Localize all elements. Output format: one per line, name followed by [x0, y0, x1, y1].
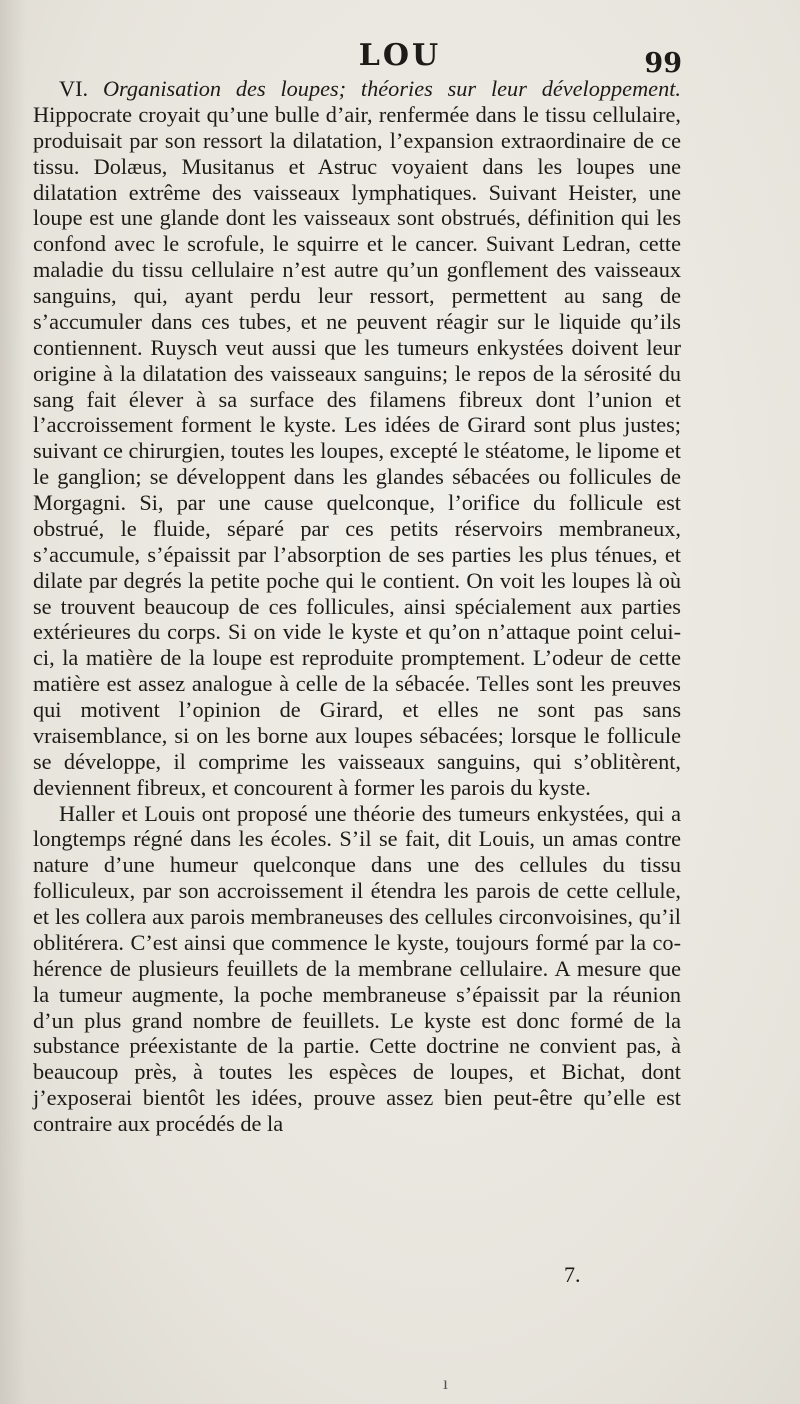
section-number: VI. — [59, 76, 89, 101]
section-title: Organisation des loupes; théories sur leur développement. — [102, 76, 681, 101]
paragraph — [33, 76, 681, 801]
body-text — [33, 76, 681, 1137]
paragraph: Haller et Louis ont proposé une théorie des tumeurs enkystées, qui a longtemps régné dans les écoles. S’il se fait, dit Louis, un amas contre nature d’une humeur quelconque dans une des cellules du tissu folliculeux, par son accroissement il étendra les parois de cette cellule, et les collera aux parois membraneuses des cellules circonvoisines, qu’il oblitérera. C’est ainsi que commence le kyste, toujours formé par la cohérence de plusieurs feuillets de la membrane cellulaire. A mesure que la tumeur augmente, la poche membraneuse s’épaissit par la réunion d’un plus grand nombre de feuillets. Le kyste est donc formé de la substance préexistante de la partie. Cette doctrine ne convient pas, à beaucoup près, à toutes les espèces de loupes, et Bichat, dont j’exposerai bientôt les idées, prouve assez bien peut-être qu’elle est contraire aux procédés de la — [33, 800, 681, 1136]
page-number: 99 — [644, 48, 682, 79]
paragraph-text: Hippocrate croyait qu’une bulle d’air, renfermée dans le tissu cellulaire, produisait par son ressort la dilatation, l’expansion extraordinaire de ce tissu. Dolæus, Musitanus et Astruc voyaient dans les loupes une dilatation extrême des vaisseaux lymphatiques. Suivant Heister, une loupe est une glande dont les vaisseaux sont obstrués, définition qui les confond avec le scrofule, le squirre et le cancer. Suivant Ledran, cette maladie du tissu cellulaire n’est autre qu’un gonflement des vaisseaux sanguins, qui, ayant perdu leur ressort, permettent au sang de s’accumuler dans ces tubes, et ne peuvent réagir sur le liquide qu’ils contiennent. Ruysch veut aussi que les tumeurs enkystées doivent leur origine à la dilatation des vaisseaux sanguins; le repos de la sérosité du sang fait élever à sa surface des filamens fibreux dont l’union et l’accroissement forment le kyste. Les idées de Girard sont plus justes; suivant ce chirurgien, toutes les loupes, excepté le stéatome, le lipome et le ganglion; se développent dans les glandes sébacées ou follicules de Morgagni. Si, par une cause quelconque, l’orifice du follicule est obstrué, le fluide, séparé par ces petits réservoirs membraneux, s’accumule, s’épaissit par l’absorption de ses parties les plus ténues, et dilate par degrés la petite poche qui le contient. On voit les loupes là où se trouvent beaucoup de ces follicules, ainsi spécialement aux parties extérieures du corps. Si on vide le kyste et qu’on n’attaque point celui-ci, la matière de la loupe est reproduite promptement. L’odeur de cette matière est assez analogue à celle de la sébacée. Telles sont les preuves qui motivent l’opinion de Girard, et elles ne sont pas sans vraisemblance, si on les borne aux loupes sébacées; lorsque le follicule se développe, il comprime les vaisseaux sanguins, qui s’oblitèrent, deviennent fibreux, et concourent à former les parois du kyste. — [33, 101, 681, 800]
signature-mark: 7. — [564, 1262, 581, 1287]
running-head: LOU — [358, 38, 442, 73]
gutter-shadow — [0, 0, 26, 1404]
stray-mark: ı — [443, 1373, 449, 1393]
